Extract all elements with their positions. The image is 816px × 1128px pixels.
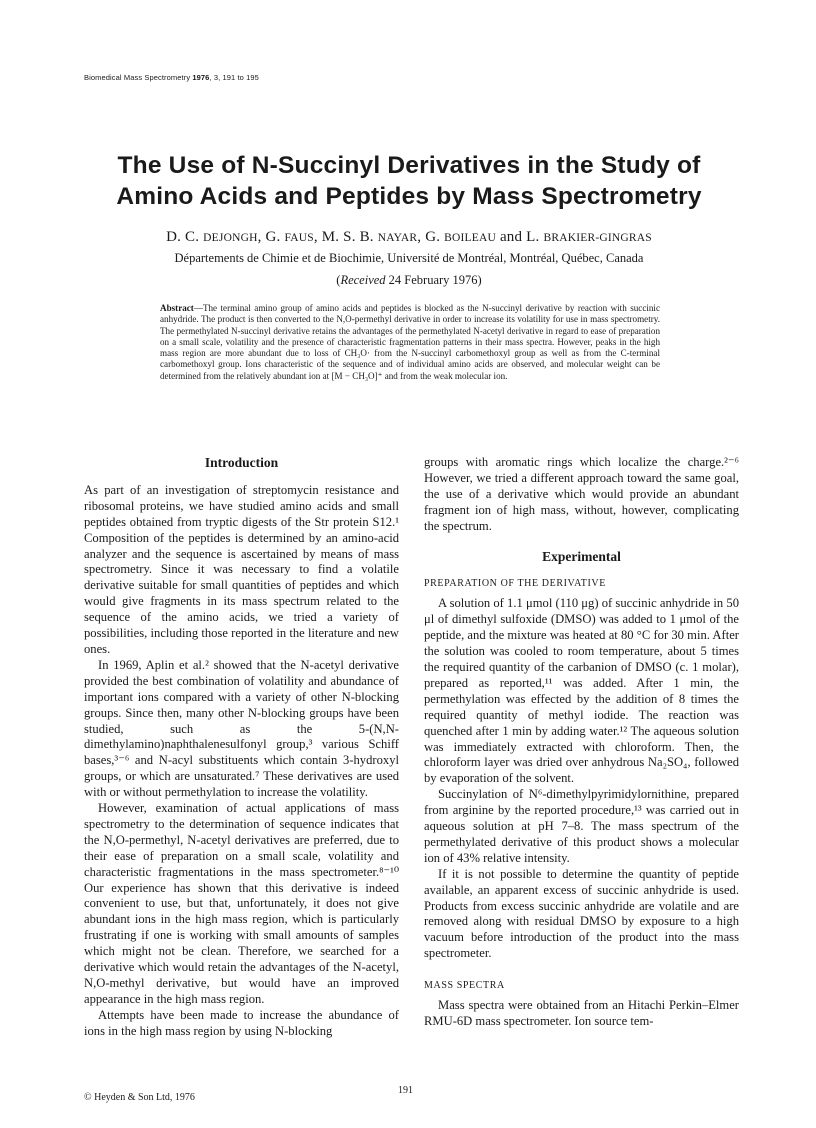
body-paragraph: A solution of 1.1 μmol (110 μg) of succinic anhydride in 50 μl of dimethyl sulfoxide (DMSO) was added to 1 μmol of the peptide, and the mixture was heated at 80 °C for 30 min. After the solution was cooled to room temperature, about 5 times the required quantity of the carbanion of DMSO (c. 1 molar), prepared as reported,¹¹ was added. After 1 min, the permethylation was effected by the addition of 8 times the required quantity of methyl iodide. The reaction was quenched after 1 min by adding water.¹² The aqueous solution was immediately extracted with chloroform. Then, the chloroform layer was dried over anhydrous Na₂SO₄, followed by evaporation of the solvent. xyxy=(424,596,739,786)
title-line-2: Amino Acids and Peptides by Mass Spectrometry xyxy=(116,183,702,210)
affiliation: Départements de Chimie et de Biochimie, Université de Montréal, Montréal, Québec, Canada xyxy=(174,251,644,265)
page-number: 191 xyxy=(398,1085,413,1096)
author-name: G. BOILEAU xyxy=(425,229,496,245)
abstract-text: —The terminal amino group of amino acids and peptides is blocked as the N-succinyl derivative by reaction with succinic anhydride. The product is then converted to the N,O-permethyl derivative in order to increase its volatility for use in mass spectrometry. The permethylated N-succinyl derivative retains the advantages of the permethylated N-acetyl derivative in regard to ease of preparation on a small scale, volatility and the presence of characteristic fragmentation patterns in their mass spectra. However, peaks in the high mass region are more abundant due to loss of CH₃O· from the N-succinyl carbomethoxyl group as well as from the C-terminal carbomethoxyl group. Ions characteristic of the sequence and of individual amino acids are observed, and molecular weight can be determined from the relatively abundant ion at [M − CH₃O]⁺ and from the weak molecular ion. xyxy=(160,303,660,381)
author-name: D. C. DEJONGH xyxy=(166,229,258,245)
right-column xyxy=(424,455,739,1030)
author-name: M. S. B. NAYAR xyxy=(321,229,418,245)
section-heading-experimental: Experimental xyxy=(542,548,621,564)
body-paragraph: groups with aromatic rings which localize the charge.²⁻⁶ However, we tried a different approach toward the same goal, the use of a derivative which would provide an abundant fragment ion of high mass, without, however, complicating the spectrum. xyxy=(424,455,739,533)
body-paragraph: In 1969, Aplin et al.² showed that the N-acetyl derivative provided the best combination of volatility and abundance of important ions compared with a variety of other N-blocking groups. Since then, many other N-blocking groups have been studied, such as the 5-(N,N-dimethylamino)naphthalenesulfonyl group,³ various Schiff bases,³⁻⁶ and N-acyl substituents which contain 3-hydroxyl groups, or which are unsaturated.⁷ These derivatives are used with or without permethylation to increase the volatility. xyxy=(84,657,399,800)
body-paragraph: Attempts have been made to increase the abundance of ions in the high mass region by using N-blocking xyxy=(84,1007,399,1038)
title-line-1: The Use of N-Succinyl Derivatives in the Study of xyxy=(117,152,701,179)
copyright-notice: © Heyden & Son Ltd, 1976 xyxy=(84,1092,195,1103)
abstract xyxy=(160,303,660,382)
author-list: D. C. DEJONGH, G. FAUS, M. S. B. NAYAR, G. BOILEAU and L. BRAKIER-GINGRAS xyxy=(166,229,652,245)
article-title xyxy=(84,150,734,212)
body-paragraph: As part of an investigation of streptomycin resistance and ribosomal proteins, we have studied amino acids and small peptides obtained from tryptic digests of the Str protein S12.¹ Composition of the peptides is determined by an amino-acid analyzer and the sequence is ascertained by means of mass spectrometry. Since it was necessary to find a volatile derivative suitable for small quantities of peptides and which would give fragments in its mass spectrum related to the sequence of the amino acids, we tried a variety of possibilities, including those reported in the literature and new ones. xyxy=(84,482,399,656)
subsection-heading: PREPARATION OF THE DERIVATIVE xyxy=(424,578,606,590)
left-column xyxy=(84,455,399,1040)
section-heading-introduction: Introduction xyxy=(204,455,279,470)
body-paragraph: Succinylation of N⁶-dimethylpyrimidylornithine, prepared from arginine by the reported procedure,¹³ was carried out in aqueous solution at pH 7–8. The mass spectrum of the permethylated derivative of this product shows a molecular ion of 43% relative intensity. xyxy=(424,787,739,865)
journal-name: Biomedical Mass Spectrometry xyxy=(84,73,191,82)
journal-header xyxy=(84,73,259,82)
journal-year: 1976 xyxy=(192,73,210,82)
body-paragraph: Mass spectra were obtained from an Hitachi Perkin–Elmer RMU-6D mass spectrometer. Ion source tem- xyxy=(424,998,739,1028)
subsection-heading: MASS SPECTRA xyxy=(424,980,505,992)
body-paragraph: However, examination of actual applications of mass spectrometry to the determination of sequence indicates that the N,O-permethyl, N-acetyl derivatives are preferred, due to their ease of preparation on a small scale, volatility and characteristic fragmentations in the mass spectrometer.⁸⁻¹⁰ Our experience has shown that this derivative is indeed convenient to use, but that, unfortunately, it does not give abundant ions in the high mass region, which is particularly frustrating if one is working with small amounts of samples which might not be clean. Therefore, we searched for a derivative which would retain the advantages of the N-acetyl, N,O-methyl derivative, but would have an improved appearance in the high mass region. xyxy=(84,801,399,1006)
author-name: G. FAUS xyxy=(265,229,314,245)
body-paragraph: If it is not possible to determine the quantity of peptide available, an apparent excess of succinic anhydride is used. Products from excess succinic anhydride are volatile and are removed along with residual DMSO by exposure to a high vacuum before introduction of the product into the mass spectrometer. xyxy=(424,866,739,961)
journal-pages: , 3, 191 to 195 xyxy=(209,73,259,82)
author-name: L. BRAKIER-GINGRAS xyxy=(526,229,652,245)
abstract-label: Abstract xyxy=(160,303,194,313)
received-date: (Received 24 February 1976) xyxy=(336,273,482,287)
